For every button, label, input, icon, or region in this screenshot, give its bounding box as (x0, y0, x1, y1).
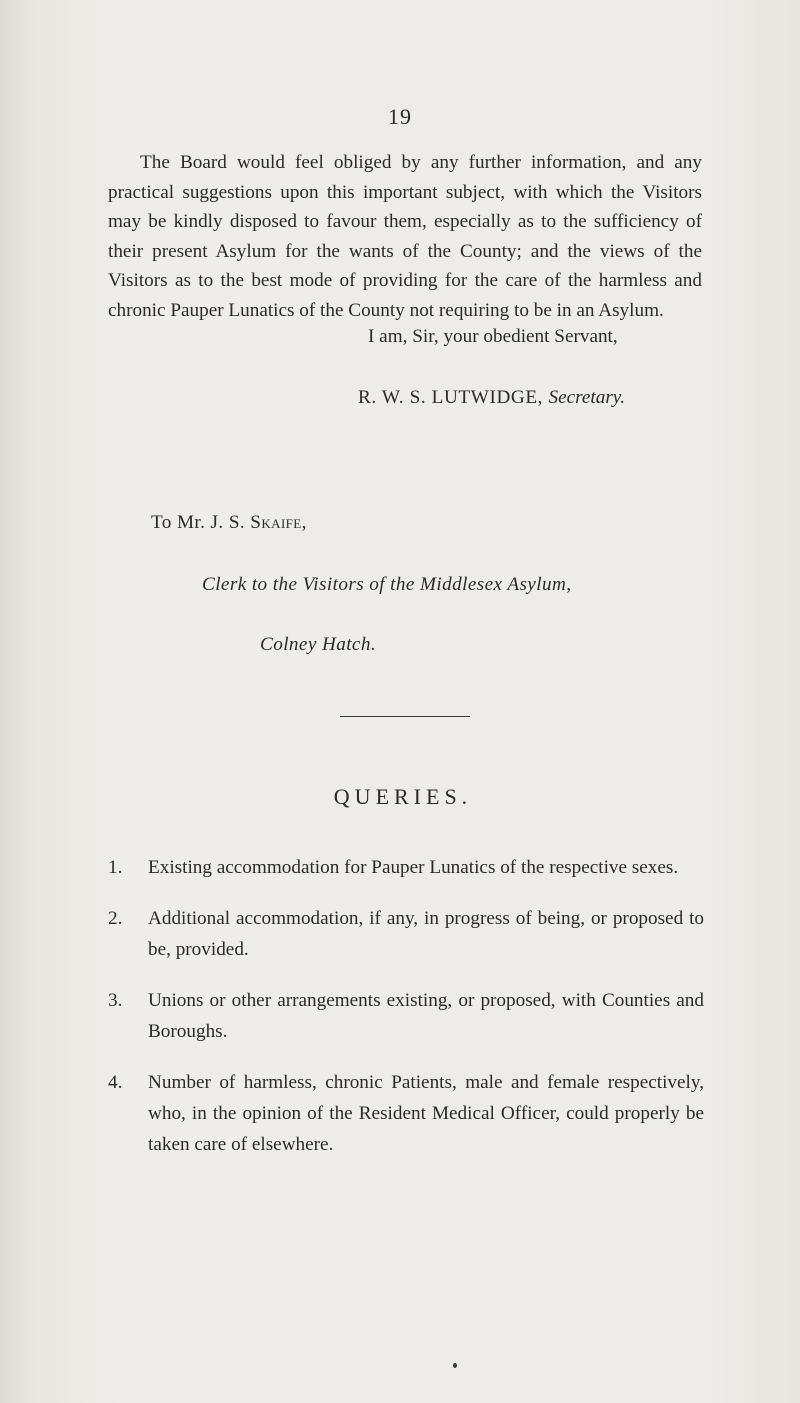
addressee-place: Colney Hatch. (260, 634, 377, 655)
signature-title: Secretary. (548, 387, 626, 408)
query-text: Unions or other arrangements existing, or proposed, with Counties and Boroughs. (148, 990, 704, 1042)
section-divider (340, 716, 470, 717)
query-text: Additional accommodation, if any, in progress of being, or proposed to be, provided. (148, 908, 704, 960)
addressee-role: Clerk to the Visitors of the Middlesex Asylum, (202, 574, 572, 595)
query-number: 2. (108, 908, 123, 929)
signature-name: R. W. S. LUTWIDGE, (358, 387, 544, 408)
query-item (108, 1067, 704, 1160)
letter-paragraph: The Board would feel obliged by any further information, and any practical suggestions upon this important subject, with which the Visitors may be kindly disposed to favour them, especially as to the sufficiency of their present Asylum for the wants of the County; and the views of the Visitors as to the best mode of providing for the care of the harmless and chronic Pauper Lunatics of the County not requiring to be in an Asylum. (108, 152, 702, 321)
query-item (108, 985, 704, 1047)
query-number: 1. (108, 857, 123, 878)
query-item (108, 852, 704, 883)
query-text: Existing accommodation for Pauper Lunatics of the respective sexes. (148, 857, 679, 878)
ink-speck (453, 1363, 457, 1368)
queries-heading: QUERIES. (333, 784, 473, 809)
query-item (108, 903, 704, 965)
query-number: 4. (108, 1072, 123, 1093)
addressee-surname: Skaife, (250, 512, 307, 533)
letter-closing: I am, Sir, your obedient Servant, (368, 326, 618, 347)
query-number: 3. (108, 990, 123, 1011)
page-number: 19 (388, 104, 412, 129)
query-text: Number of harmless, chronic Patients, male and female respectively, who, in the opinion of the Resident Medical Officer, could properly be taken care of elsewhere. (148, 1072, 704, 1155)
signature (358, 387, 625, 409)
addressee (151, 512, 307, 534)
addressee-prefix: To Mr. J. S. (151, 512, 246, 533)
queries-list (108, 852, 704, 1180)
